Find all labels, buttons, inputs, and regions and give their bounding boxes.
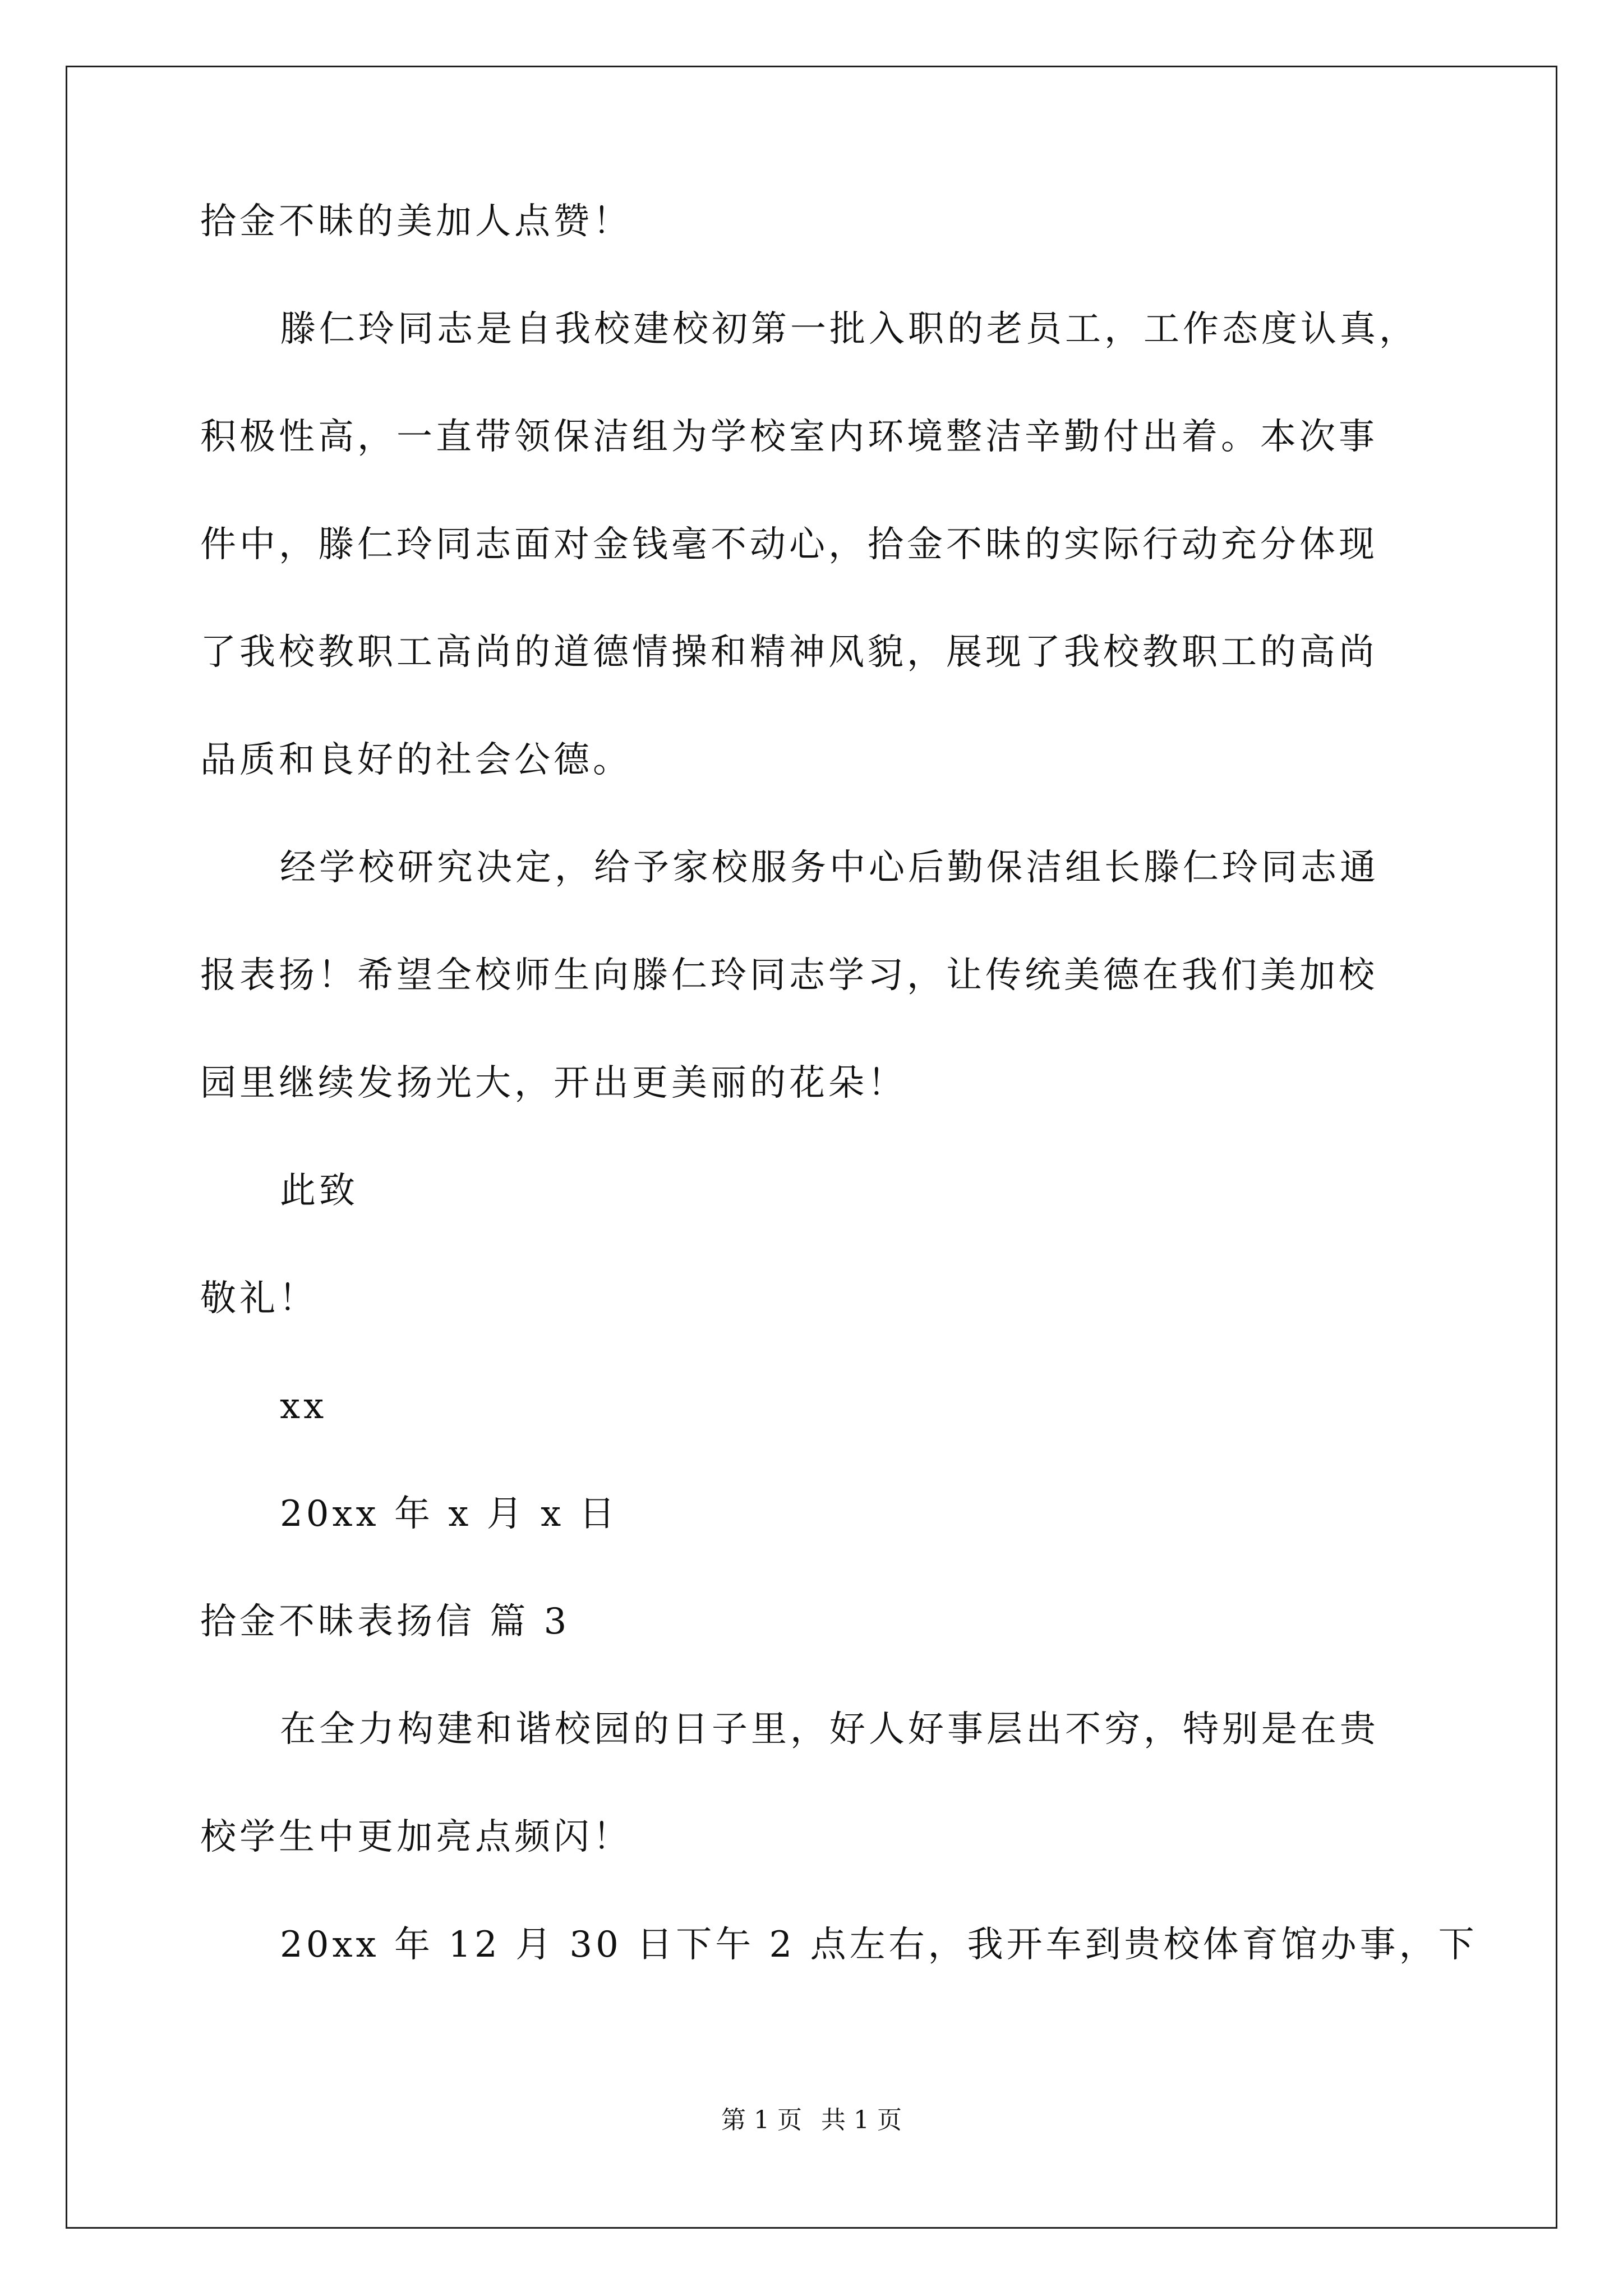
paragraph-line: 在全力构建和谐校园的日子里，好人好事层出不穷，特别是在贵 (280, 1709, 1379, 1750)
paragraph-line: 了我校教职工高尚的道德情操和精神风貌，展现了我校教职工的高尚 (200, 632, 1378, 673)
closing-regards: 敬礼！ (200, 1278, 318, 1319)
page-footer (0, 2104, 1623, 2137)
page-total: 共 1 页 (821, 2106, 902, 2134)
paragraph-line: 积极性高，一直带领保洁组为学校室内环境整洁辛勤付出着。本次事 (200, 416, 1378, 458)
signature-name: xx (280, 1386, 328, 1427)
paragraph-line: 品质和良好的社会公德。 (200, 739, 632, 781)
page-border (66, 66, 1557, 2229)
paragraph-line: 校学生中更加亮点频闪！ (200, 1816, 632, 1858)
signature-date: 20xx 年 x 月 x 日 (280, 1493, 619, 1535)
page-number: 第 1 页 (721, 2106, 802, 2134)
paragraph-line: 滕仁玲同志是自我校建校初第一批入职的老员工，工作态度认真， (280, 309, 1418, 350)
paragraph-line: 件中，滕仁玲同志面对金钱毫不动心，拾金不昧的实际行动充分体现 (200, 524, 1378, 565)
text-line: 拾金不昧的美加人点赞！ (200, 201, 632, 242)
closing-salutation: 此致 (280, 1170, 358, 1212)
paragraph-line: 园里继续发扬光大，开出更美丽的花朵！ (200, 1062, 907, 1104)
section-heading: 拾金不昧表扬信 篇 3 (200, 1601, 570, 1642)
paragraph-line: 经学校研究决定，给予家校服务中心后勤保洁组长滕仁玲同志通 (280, 847, 1379, 889)
paragraph-line: 20xx 年 12 月 30 日下午 2 点左右，我开车到贵校体育馆办事，下 (280, 1924, 1478, 1966)
paragraph-line: 报表扬！希望全校师生向滕仁玲同志学习，让传统美德在我们美加校 (200, 955, 1378, 996)
